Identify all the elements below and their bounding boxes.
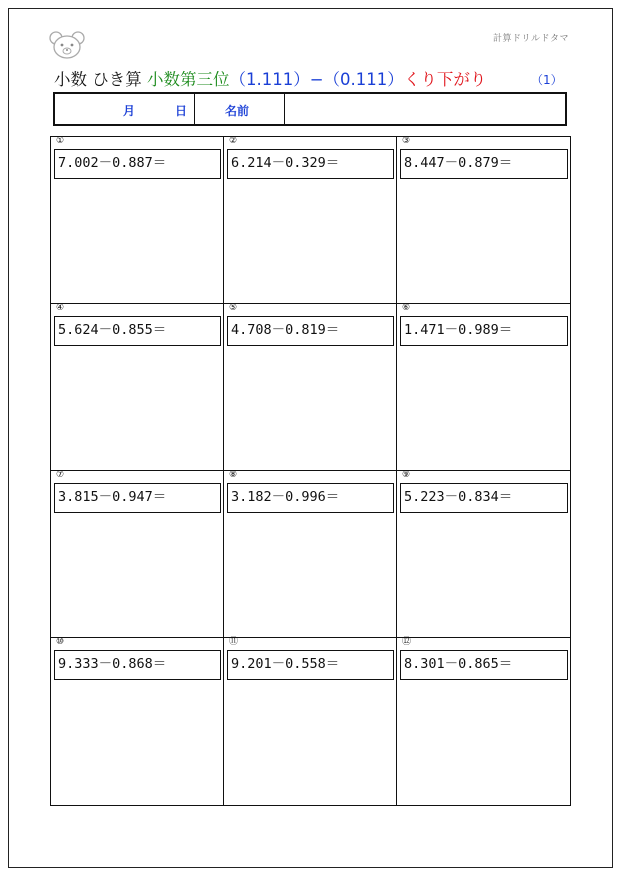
problem-cell[interactable]: [224, 304, 397, 471]
problem-number: ⑫: [402, 637, 412, 647]
problem-expression: 5.624－0.855＝: [54, 316, 221, 346]
day-label: 日: [175, 104, 188, 118]
problem-expression: 4.708－0.819＝: [227, 316, 394, 346]
problem-number: ④: [56, 303, 65, 313]
problem-grid: [50, 136, 571, 806]
problem-cell[interactable]: [51, 638, 224, 805]
name-label: 名前: [225, 104, 250, 118]
problem-number: ③: [402, 136, 411, 146]
problem-cell[interactable]: [397, 638, 570, 805]
month-label: 月: [123, 104, 136, 118]
problem-expression: 8.301－0.865＝: [400, 650, 568, 680]
bear-logo-icon: [48, 30, 86, 60]
problem-number: ②: [229, 136, 238, 146]
problem-expression: 3.182－0.996＝: [227, 483, 394, 513]
problem-expression: 3.815－0.947＝: [54, 483, 221, 513]
problem-number: ⑪: [229, 637, 239, 647]
problem-expression: 7.002－0.887＝: [54, 149, 221, 179]
problem-expression: 9.333－0.868＝: [54, 650, 221, 680]
problem-expression: 6.214－0.329＝: [227, 149, 394, 179]
name-label-cell: [195, 94, 285, 124]
problem-cell[interactable]: [397, 137, 570, 304]
problem-cell[interactable]: [224, 137, 397, 304]
problem-expression: 1.471－0.989＝: [400, 316, 568, 346]
title-level: 小数第三位: [147, 70, 230, 89]
name-date-bar: [53, 92, 567, 126]
problem-cell[interactable]: [397, 471, 570, 638]
problem-number: ⑧: [229, 470, 238, 480]
problem-number: ⑥: [402, 303, 411, 313]
problem-expression: 5.223－0.834＝: [400, 483, 568, 513]
problem-cell[interactable]: [397, 304, 570, 471]
title-type: くり下がり: [403, 70, 487, 89]
problem-number: ⑩: [56, 637, 65, 647]
page-number: （1）: [531, 73, 563, 87]
problem-number: ⑦: [56, 470, 65, 480]
problem-cell[interactable]: [51, 137, 224, 304]
problem-cell[interactable]: [51, 304, 224, 471]
problem-expression: 8.447－0.879＝: [400, 149, 568, 179]
title-subject: 小数 ひき算: [54, 70, 147, 89]
problem-number: ⑨: [402, 470, 411, 480]
name-field[interactable]: [285, 94, 565, 124]
worksheet-title: [54, 66, 486, 90]
problem-cell[interactable]: [224, 471, 397, 638]
problem-cell[interactable]: [224, 638, 397, 805]
problem-number: ⑤: [229, 303, 238, 313]
brand-label: 計算ドリルドタマ: [492, 34, 569, 44]
problem-cell[interactable]: [51, 471, 224, 638]
title-format: （1.111）−（0.111）: [229, 70, 404, 89]
problem-expression: 9.201－0.558＝: [227, 650, 394, 680]
problem-number: ①: [56, 136, 65, 146]
date-field[interactable]: [55, 94, 195, 124]
